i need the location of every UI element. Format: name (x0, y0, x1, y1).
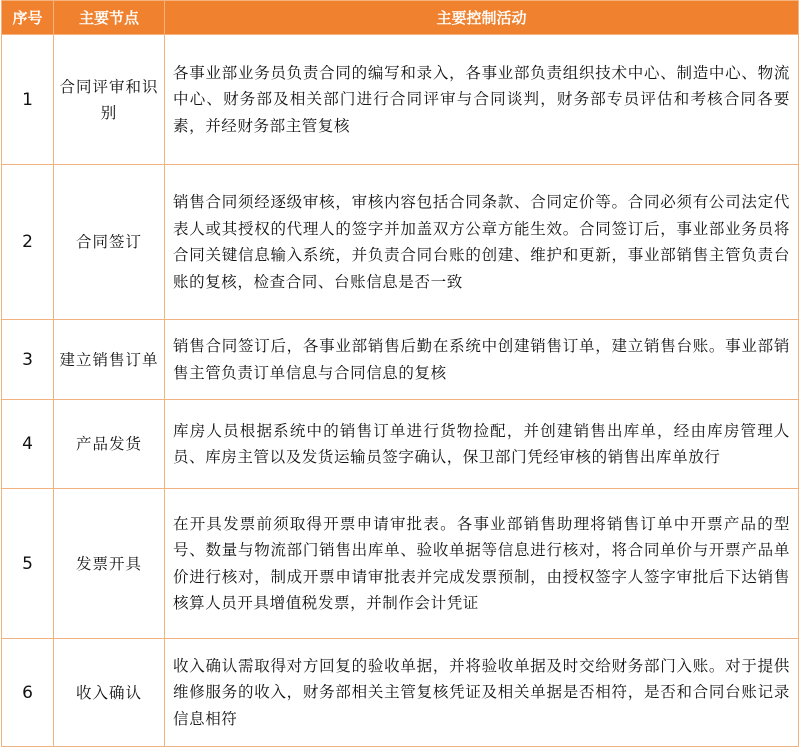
header-activity: 主要控制活动 (165, 1, 799, 35)
row-activity: 收入确认需取得对方回复的验收单据，并将验收单据及时交给财务部门入账。对于提供维修服务的收入，财务部相关主管复核凭证及相关单据是否相符，是否和合同台账记录信息相符 (165, 639, 799, 747)
row-number: 1 (2, 35, 54, 165)
table-row (2, 489, 799, 639)
control-activities-table (1, 0, 799, 747)
table-row (2, 639, 799, 747)
row-node: 发票开具 (54, 489, 165, 639)
row-number: 6 (2, 639, 54, 747)
row-activity: 销售合同须经逐级审核，审核内容包括合同条款、合同定价等。合同必须有公司法定代表人或其授权的代理人的签字并加盖双方公章方能生效。合同签订后，事业部业务员将合同关键信息输入系统，并负责合同台账的创建、维护和更新，事业部销售主管负责台账的复核，检查合同、台账信息是否一致 (165, 165, 799, 320)
row-node: 建立销售订单 (54, 320, 165, 400)
row-number: 4 (2, 400, 54, 489)
row-number: 3 (2, 320, 54, 400)
row-node: 收入确认 (54, 639, 165, 747)
header-row (2, 1, 799, 35)
row-number: 5 (2, 489, 54, 639)
table-row (2, 400, 799, 489)
row-activity: 各事业部业务员负责合同的编写和录入，各事业部负责组织技术中心、制造中心、物流中心、财务部及相关部门进行合同评审与合同谈判，财务部专员评估和考核合同各要素，并经财务部主管复核 (165, 35, 799, 165)
table-row (2, 320, 799, 400)
row-activity: 销售合同签订后，各事业部销售后勤在系统中创建销售订单，建立销售台账。事业部销售主管负责订单信息与合同信息的复核 (165, 320, 799, 400)
header-no: 序号 (2, 1, 54, 35)
row-node: 产品发货 (54, 400, 165, 489)
row-node: 合同评审和识别 (54, 35, 165, 165)
row-number: 2 (2, 165, 54, 320)
table-row (2, 35, 799, 165)
row-activity: 库房人员根据系统中的销售订单进行货物捡配，并创建销售出库单，经由库房管理人员、库房主管以及发货运输员签字确认，保卫部门凭经审核的销售出库单放行 (165, 400, 799, 489)
header-node: 主要节点 (54, 1, 165, 35)
row-activity: 在开具发票前须取得开票申请审批表。各事业部销售助理将销售订单中开票产品的型号、数量与物流部门销售出库单、验收单据等信息进行核对，将合同单价与开票产品单价进行核对，制成开票申请审批表并完成发票预制，由授权签字人签字审批后下达销售核算人员开具增值税发票，并制作会计凭证 (165, 489, 799, 639)
table-row (2, 165, 799, 320)
row-node: 合同签订 (54, 165, 165, 320)
